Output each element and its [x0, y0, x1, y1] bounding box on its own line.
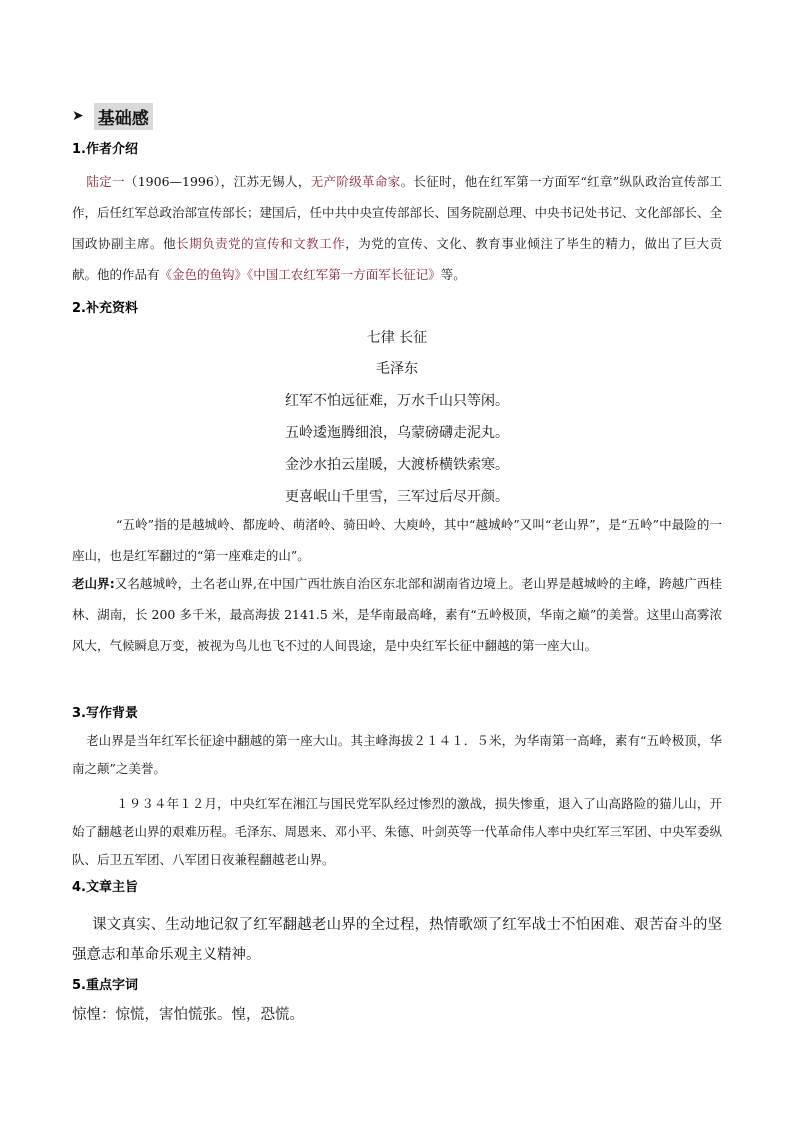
heading-background: 3.写作背景 — [72, 706, 138, 721]
laoshanjie-label: 老山界: — [72, 576, 115, 591]
author-work: 长期负责党的宣传和文教工作 — [176, 236, 346, 251]
poem-title: 七律 长征 — [366, 330, 428, 346]
poem-line: 金沙水拍云崖暖，大渡桥横铁索寒。 — [285, 457, 509, 473]
heading-supplement: 2.补充资料 — [72, 301, 138, 316]
poem-line: 红军不怕远征难，万水千山只等闲。 — [285, 393, 509, 409]
section-title — [72, 103, 153, 129]
author-role: 无产阶级革命家 — [310, 174, 401, 189]
heading-theme: 4.文章主旨 — [72, 880, 138, 895]
author-name: 陆定一 — [86, 174, 125, 189]
author-books: 《金色的鱼钩》《中国工农红军第一方面军长征记》 — [159, 267, 441, 282]
background-paragraph-2: １９３４年１２月，中央红军在湘江与国民党军队经过惨烈的激战，损失惨重，退入了山高路险的猫儿山，开始了翻越老山界的艰难历程。毛泽东、周恩来、邓小平、朱德、叶剑英等一代革命伟人率中央红军三军团、中央军委纵队、后卫五军团、八军团日夜兼程翻越老山界。 — [72, 796, 723, 867]
key-words-paragraph: 惊惶：惊慌，害怕慌张。惶，恐慌。 — [72, 1007, 304, 1023]
arrow-bullet-icon: ➤ — [72, 108, 84, 124]
theme-paragraph: 课文真实、生动地记叙了红军翻越老山界的全过程，热情歌颂了红军战士不怕困难、艰苦奋斗的坚强意志和革命乐观主义精神。 — [72, 917, 722, 963]
heading-author-intro: 1.作者介绍 — [72, 142, 138, 157]
laoshanjie-paragraph: 老山界:又名越城岭，土名老山界,在中国广西壮族自治区东北部和湖南省边境上。老山界是越城岭的主峰，跨越广西桂林、湖南，长 200 多千米，最高海拔 2141.5 米，是华南最高峰，素有“五岭极顶，华南之巅”的美誉。这里山高雾浓风大，气候瞬息万变，被视为鸟儿也飞不过的人间畏途，是中央红军长征中翻越的第一座大山。 — [72, 576, 722, 653]
wuling-note: “五岭”指的是越城岭、都庞岭、萌渚岭、骑田岭、大庾岭，其中“越城岭”又叫“老山界”，是“五岭”中最险的一座山，也是红军翻过的“第一座难走的山”。 — [72, 517, 722, 563]
heading-key-words: 5.重点字词 — [72, 978, 138, 993]
poem-author: 毛泽东 — [376, 361, 418, 377]
poem-line: 更喜岷山千里雪，三军过后尽开颜。 — [285, 489, 509, 505]
author-intro-paragraph: 陆定一（1906—1996），江苏无锡人，无产阶级革命家。长征时，他在红军第一方面军“红章”纵队政治宣传部工作，后任红军总政治部宣传部长；建国后，任中共中央宣传部部长、国务院副总理、中央书记处书记、文化部部长、全国政协副主席。他长期负责党的宣传和文教工作，为党的宣传、文化、教育事业倾注了毕生的精力，做出了巨大贡献。他的作品有《金色的鱼钩》《中国工农红军第一方面军长征记》等。 — [72, 174, 723, 282]
background-paragraph-1: 老山界是当年红军长征途中翻越的第一座大山。其主峰海拔２１４１．５米，为华南第一高峰，素有“五岭极顶，华南之颠”之美誉。 — [72, 733, 722, 776]
poem-line: 五岭逶迤腾细浪，乌蒙磅礴走泥丸。 — [285, 425, 509, 441]
section-title-label: 基础感 — [94, 103, 153, 130]
